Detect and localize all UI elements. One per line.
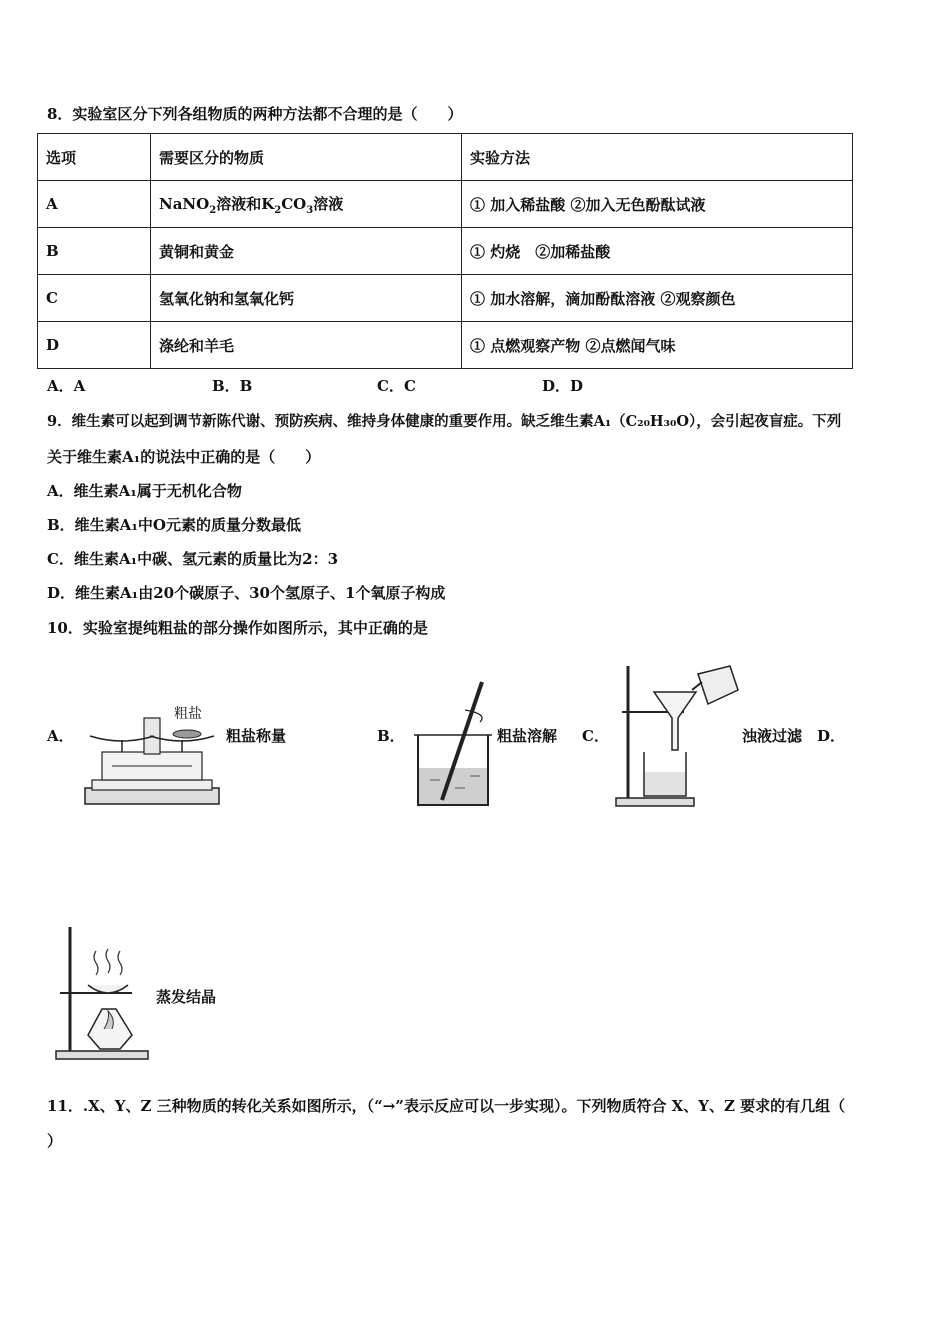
- table-cell-substance: 黄铜和黄金: [151, 228, 462, 275]
- formula-subscript: 3: [306, 204, 314, 216]
- q10-caption-c: 浊液过滤: [742, 727, 803, 745]
- table-cell-substance: [151, 181, 462, 228]
- table-header-cell: 实验方法: [462, 134, 853, 181]
- formula-part: 溶液: [313, 194, 344, 213]
- q8-table: [37, 133, 853, 369]
- q10-label-d: D．: [817, 727, 846, 745]
- q10-label-b: B．: [377, 727, 405, 745]
- q9-option-b: B．维生素A₁中O元素的质量分数最低: [47, 516, 301, 534]
- balance-figure: [82, 700, 222, 810]
- q10-label-a: A．: [47, 727, 74, 745]
- table-cell-substance: 氢氧化钠和氢氧化钙: [151, 275, 462, 322]
- balance-tag-label: 粗盐: [174, 706, 202, 722]
- table-cell-method: ① 灼烧 ②加稀盐酸: [462, 228, 853, 275]
- table-cell-substance: 涤纶和羊毛: [151, 322, 462, 369]
- formula-part: CO: [281, 194, 307, 213]
- table-row: [38, 275, 853, 322]
- q8-choice-a: A．A: [47, 377, 86, 395]
- q11-stem-line2: ）: [47, 1132, 63, 1150]
- table-row: [38, 228, 853, 275]
- q8-choice-b: B．B: [212, 377, 253, 395]
- table-row: [38, 322, 853, 369]
- formula-part: NaNO: [159, 194, 210, 213]
- q9-option-c: C．维生素A₁中碳、氢元素的质量比为2：3: [47, 550, 339, 568]
- table-header-cell: 需要区分的物质: [151, 134, 462, 181]
- q9-option-a: A．维生素A₁属于无机化合物: [47, 482, 242, 500]
- table-header-row: [38, 134, 853, 181]
- q10-caption-d: 蒸发结晶: [156, 988, 217, 1006]
- formula-subscript: 2: [274, 204, 282, 216]
- q10-label-c: C．: [582, 727, 609, 745]
- q10-caption-b: 粗盐溶解: [497, 727, 558, 745]
- q9-option-d: D．维生素A₁由20个碳原子、30个氢原子、1个氧原子构成: [47, 584, 446, 602]
- evaporation-figure: [52, 925, 152, 1065]
- table-header-cell: 选项: [38, 134, 151, 181]
- table-cell-option: A: [38, 181, 151, 228]
- table-cell-method: ① 加入稀盐酸 ②加入无色酚酞试液: [462, 181, 853, 228]
- q9-stem-line2: 关于维生素A₁的说法中正确的是（ ）: [47, 448, 321, 466]
- table-cell-method: ① 加水溶解，滴加酚酞溶液 ②观察颜色: [462, 275, 853, 322]
- q10-stem: 10．实验室提纯粗盐的部分操作如图所示，其中正确的是: [47, 619, 428, 637]
- table-cell-method: ① 点燃观察产物 ②点燃闻气味: [462, 322, 853, 369]
- table-cell-option: B: [38, 228, 151, 275]
- q8-choice-d: D．D: [542, 377, 584, 395]
- filtration-figure: [612, 660, 742, 810]
- q8-choice-c: C．C: [377, 377, 416, 395]
- q8-stem: 8．实验室区分下列各组物质的两种方法都不合理的是（ ）: [47, 105, 463, 123]
- formula-subscript: 2: [209, 204, 217, 216]
- formula-part: 溶液和K: [216, 194, 275, 213]
- q11-stem-line1: 11．.X、Y、Z 三种物质的转化关系如图所示，（“→”表示反应可以一步实现）。下列物质符合 X、Y、Z 要求的有几组（: [47, 1097, 846, 1115]
- q10-caption-a: 粗盐称量: [226, 727, 287, 745]
- q9-stem-line1: 9．维生素可以起到调节新陈代谢、预防疾病、维持身体健康的重要作用。缺乏维生素A₁（C₂₀H₃₀O），会引起夜盲症。下列: [47, 413, 842, 430]
- table-cell-option: C: [38, 275, 151, 322]
- table-row: [38, 181, 853, 228]
- table-cell-option: D: [38, 322, 151, 369]
- beaker-stirring-figure: [410, 680, 500, 810]
